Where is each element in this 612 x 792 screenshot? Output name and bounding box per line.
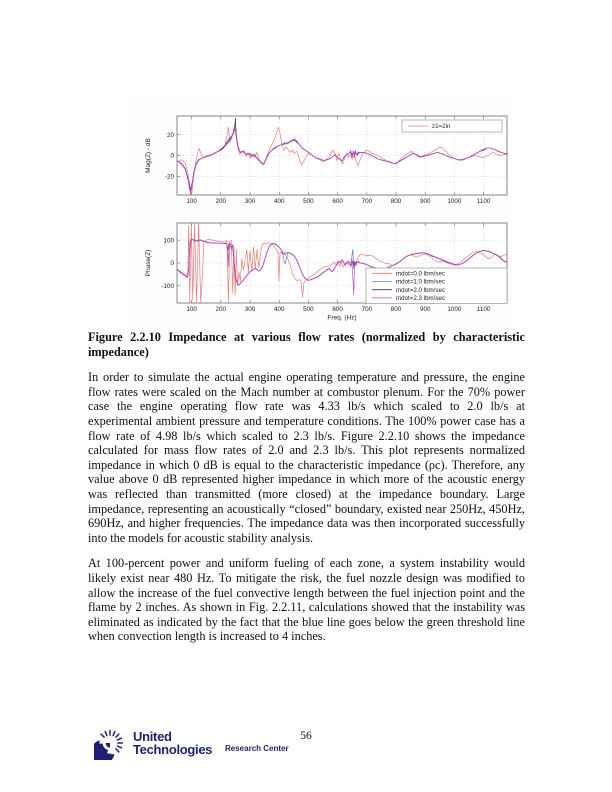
x-tick-label: 100	[186, 198, 197, 205]
x-tick-label: 1100	[476, 198, 491, 205]
x-axis-label: Freq. (Hz)	[327, 314, 357, 322]
legend-entry-label: mdot=0.0 lbm/sec	[396, 270, 446, 278]
brand-name-line1: United	[133, 729, 172, 744]
legend-entry-label: mdot=2.3 lbm/sec	[396, 295, 446, 303]
x-tick-label: 1000	[447, 306, 462, 313]
x-tick-label: 800	[390, 198, 402, 205]
y-tick-label: 20	[166, 131, 174, 139]
body-paragraph-1: In order to simulate the actual engine operating temperature and pressure, the engine flow rates were scaled on the Mach number at combustor plenum. For the 70% power case the engine operating flow rate was 4.33 lb/s which scaled to 2.0 lb/s at experimental ambient pressure and temperature conditions. The 100% power case has a flow rate of 4.98 lb/s which scaled to 2.3 lb/s. Figure 2.2.10 shows the impedance calculated for mass flow rates of 2.0 and 2.3 lb/s. This plot represents normalized impedance in which 0 dB is equal to the characteristic impedance (ρc). Therefore, any value above 0 dB represented higher impedance in which more of the acoustic energy was reflected than transmitted (more closed) at the impedance boundary. Large impedance, representing an acoustically “closed” boundary, existed near 250Hz, 450Hz, 690Hz, and higher frequencies. The impedance data was then incorporated successfully into the models for acoustic stability analysis.	[88, 370, 525, 545]
x-tick-label: 200	[215, 306, 227, 313]
y-axis-label: Mag(Z) - dB	[145, 138, 152, 173]
x-tick-label: 500	[303, 306, 314, 313]
y-tick-label: -100	[161, 283, 174, 291]
x-tick-label: 300	[244, 198, 256, 205]
legend-entry-label: mdot=1.0 lbm/sec	[396, 278, 446, 286]
figure-chart-svg	[130, 97, 512, 329]
text-content	[88, 330, 525, 644]
page-footer	[0, 722, 612, 772]
x-tick-label: 200	[215, 198, 227, 205]
chart-0	[145, 116, 507, 205]
x-tick-label: 700	[361, 306, 373, 313]
y-tick-label: 0	[170, 152, 174, 160]
x-tick-label: 1100	[476, 306, 491, 313]
x-tick-label: 500	[303, 198, 314, 205]
x-tick-label: 600	[332, 198, 343, 205]
figure-caption-line2: impedance)	[88, 344, 149, 359]
x-tick-label: 800	[390, 306, 402, 313]
x-tick-label: 900	[419, 306, 431, 313]
figure-caption	[88, 330, 525, 359]
legend-entry-label: mdot=2.0 lbm/sec	[396, 286, 446, 294]
x-tick-label: 700	[361, 198, 373, 205]
body-paragraph-2: At 100-percent power and uniform fueling of each zone, a system instability would likely exist near 480 Hz. To mitigate the risk, the fuel nozzle design was modified to allow the increase of the fuel convective length between the fuel injection point and the flame by 2 inches. As shown in Fig. 2.2.11, calculations showed that the instability was eliminated as indicated by the fact that the blue line goes below the green threshold line when convection length is increased to 4 inches.	[88, 556, 525, 644]
company-logo	[94, 726, 212, 760]
x-tick-label: 400	[273, 306, 285, 313]
y-axis-label: Phase(Z)	[145, 249, 152, 277]
research-center-label: Research Center	[225, 744, 289, 753]
y-tick-label: 0	[170, 260, 174, 268]
figure-caption-line1: Figure 2.2.10 Impedance at various flow rates (normalized by characteristic	[88, 330, 525, 344]
x-tick-label: 600	[332, 306, 343, 313]
x-tick-label: 400	[273, 198, 285, 205]
utc-gear-icon	[94, 726, 126, 760]
x-tick-label: 300	[244, 306, 256, 313]
y-tick-label: -20	[164, 173, 174, 181]
brand-name-line2: Technologies	[133, 742, 213, 757]
impedance-figure	[130, 97, 512, 329]
x-tick-label: 900	[419, 198, 431, 205]
x-tick-label: 1000	[447, 198, 462, 205]
brand-name	[133, 730, 212, 756]
page-number: 56	[300, 730, 312, 742]
y-tick-label: 100	[163, 237, 174, 245]
x-tick-label: 100	[186, 306, 197, 313]
legend-entry-label: z1=2in	[432, 123, 451, 131]
chart-1	[145, 223, 507, 322]
